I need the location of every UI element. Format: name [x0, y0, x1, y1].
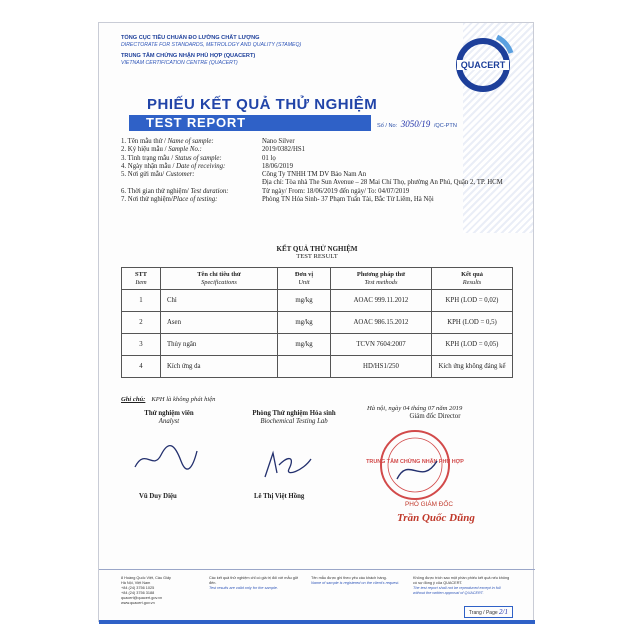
lab-block	[229, 410, 359, 426]
analyst-signature-icon	[131, 441, 201, 475]
analyst-block	[129, 410, 209, 426]
analyst-name: Vũ Duy Diệu	[139, 493, 177, 500]
cell-method: AOAC 986.15.2012	[331, 312, 432, 334]
cell-method: TCVN 7604:2007	[331, 334, 432, 356]
director-title-en: Director	[437, 413, 461, 420]
org-en-1: DIRECTORATE FOR STANDARDS, METROLOGY AND QUALITY (STAMEQ)	[121, 42, 302, 48]
info-row	[121, 163, 521, 171]
footer-email: quacert@quacert.gov.vn	[121, 596, 163, 600]
table-header-row	[122, 268, 513, 290]
condition-2-vn: Tên mẫu được ghi theo yêu cầu khách hàng.	[311, 576, 387, 580]
info-value: 18/06/2019	[262, 162, 293, 170]
analyst-title-en: Analyst	[158, 418, 180, 425]
info-value: Nano Silver	[262, 138, 295, 145]
table-row	[122, 312, 513, 334]
cell-unit	[278, 356, 331, 378]
info-row	[121, 138, 521, 146]
info-label-en: Customer:	[165, 171, 195, 179]
analyst-title: Thử nghiệm viên	[144, 410, 194, 417]
table-row	[122, 290, 513, 312]
info-label-en: Name of sample:	[167, 138, 214, 145]
footer-contact	[121, 576, 203, 606]
footer-web: www.quacert.gov.vn	[121, 601, 155, 605]
page-label: Trang / Page	[468, 610, 498, 616]
info-label: 7. Nơi thử nghiệm/	[121, 196, 173, 204]
official-stamp-icon	[366, 427, 464, 503]
lab-title-en: Biochemical Testing Lab	[260, 418, 328, 425]
info-label: 1. Tên mẫu thử /	[121, 138, 168, 145]
lab-title: Phòng Thử nghiệm Hóa sinh	[252, 410, 336, 417]
col-header-spec: Tên chỉ tiêu thử Specifications	[161, 268, 278, 290]
lab-name: Lê Thị Việt Hồng	[254, 493, 305, 500]
result-title	[99, 245, 535, 260]
cell-result: KPH (LOD = 0,5)	[432, 312, 513, 334]
col-header-method: Phương pháp thử Test methods	[331, 268, 432, 290]
report-number	[377, 119, 457, 129]
page-value: 2/1	[499, 608, 508, 616]
condition-3-vn: Không được trích sao một phần phiếu kết quả nếu không có sự đồng ý của QUACERT.	[413, 576, 510, 585]
footer-fax: +84 (24) 3756 3188	[121, 591, 155, 595]
cell-unit: mg/kg	[278, 290, 331, 312]
info-label-en: Status of sample:	[174, 154, 222, 162]
customer-address: Địa chỉ: Tòa nhà The Sun Avenue – 28 Mai Chí Thọ, phường An Phú, Quận 2, TP. HCM	[262, 179, 503, 187]
director-title: Giám đốc	[409, 413, 437, 420]
cell-result: KPH (LOD = 0,05)	[432, 334, 513, 356]
table-row	[122, 356, 513, 378]
info-label: 5. Nơi gửi mẫu/	[121, 171, 166, 179]
cell-spec: Thủy ngân	[161, 334, 278, 356]
note-label: Ghi chú:	[121, 396, 146, 403]
cell-spec: Asen	[161, 312, 278, 334]
cell-result: KPH (LOD = 0,02)	[432, 290, 513, 312]
test-duration-value: Từ ngày/ From: 18/06/2019 đến ngày/ To: 04/07/2019	[262, 187, 410, 195]
info-row	[121, 146, 521, 154]
cell-result: Kích ứng không đáng kể	[432, 356, 513, 378]
report-title-vn: PHIẾU KẾT QUẢ THỬ NGHIỆM	[147, 96, 378, 113]
condition-1-en: Test results are valid only for the sample.	[209, 586, 278, 590]
cell-item: 4	[122, 356, 161, 378]
info-row	[121, 196, 521, 204]
info-label-en: Test duration:	[190, 187, 229, 195]
info-label-en: Date of receiving:	[176, 162, 226, 170]
col-header-result: Kết quả Results	[432, 268, 513, 290]
footer-address-2: Hà Nội, Việt Nam	[121, 581, 151, 585]
col-header-item: STT Item	[122, 268, 161, 290]
place-date: Hà nội, ngày 04 tháng 07 năm 2019	[367, 405, 463, 412]
footer-tel: +84 (24) 3756 1025	[121, 586, 155, 590]
director-block	[395, 413, 475, 421]
table-row	[122, 334, 513, 356]
cell-item: 2	[122, 312, 161, 334]
report-number-suffix: /QC-PTN	[433, 123, 457, 129]
cell-item: 1	[122, 290, 161, 312]
org-vn-1: TỔNG CỤC TIÊU CHUẨN ĐO LƯỜNG CHẤT LƯỢNG	[121, 35, 260, 41]
result-title-en: TEST RESULT	[296, 253, 338, 260]
condition-1-vn: Các kết quả thử nghiệm chỉ có giá trị đối với mẫu gửi đến.	[209, 576, 299, 585]
svg-text:QUACERT: QUACERT	[460, 60, 506, 70]
col-header-unit: Đơn vị Unit	[278, 268, 331, 290]
cell-unit: mg/kg	[278, 312, 331, 334]
report-title-en: TEST REPORT	[129, 115, 371, 131]
info-value: Công Ty TNHH TM DV Bảo Nam An	[262, 171, 367, 179]
footer-band	[99, 620, 535, 624]
footer-address-1: 8 Hoàng Quốc Việt, Cầu Giấy	[121, 576, 171, 580]
info-row	[121, 188, 521, 196]
deputy-director-title: PHÓ GIÁM ĐỐC	[405, 501, 453, 508]
info-value: 01 lọ	[262, 154, 276, 162]
org-vn-2: TRUNG TÂM CHỨNG NHẬN PHÙ HỢP (QUACERT)	[121, 53, 256, 59]
cell-spec: Kích ứng da	[161, 356, 278, 378]
info-label: 4. Ngày nhận mẫu /	[121, 162, 177, 170]
result-title-vn: KẾT QUẢ THỬ NGHIỆM	[276, 245, 358, 253]
footer-condition-2	[311, 576, 403, 586]
footer-condition-1	[209, 576, 301, 591]
place-of-testing-value: Phòng TN Hóa Sinh- 37 Phạm Tuấn Tài, Bắc Từ Liêm, Hà Nội	[262, 196, 434, 204]
sample-info	[121, 138, 521, 204]
cell-method: AOAC 999.11.2012	[331, 290, 432, 312]
cell-unit: mg/kg	[278, 334, 331, 356]
info-label: 3. Tình trạng mẫu /	[121, 154, 175, 162]
info-value: 2019/0382/HS1	[262, 146, 306, 154]
results-table	[121, 267, 513, 378]
condition-2-en: Name of sample is registered on the client's request.	[311, 581, 400, 585]
info-label-en: Sample No.:	[168, 146, 202, 154]
footer-condition-3	[413, 576, 513, 596]
info-label: 2. Ký hiệu mẫu /	[121, 146, 169, 154]
report-number-value: 3050/19	[400, 119, 431, 129]
info-label-en: Place of testing:	[172, 196, 218, 204]
deputy-director-name: Trần Quốc Dũng	[397, 512, 475, 524]
info-label: 6. Thời gian thử nghiệm/	[121, 187, 191, 195]
quacert-logo-icon	[451, 31, 515, 95]
page-number	[464, 606, 513, 618]
org-en-2: VIETNAM CERTIFICATION CENTRE (QUACERT)	[121, 60, 238, 66]
cell-item: 3	[122, 334, 161, 356]
condition-3-en: The test report shall not be reproduced except in full without the written approval of QUACERT.	[413, 586, 501, 595]
note-text: KPH là không phát hiện	[151, 396, 216, 403]
cell-method: HD/HS1/250	[331, 356, 432, 378]
cell-spec: Chì	[161, 290, 278, 312]
svg-text:TRUNG TÂM CHỨNG NHẬN PHÙ HỢP: TRUNG TÂM CHỨNG NHẬN PHÙ HỢP	[366, 459, 464, 465]
test-report-document	[98, 22, 534, 622]
footer	[99, 569, 535, 624]
report-number-label: Số / No:	[377, 123, 398, 129]
note	[121, 396, 215, 403]
info-row	[121, 171, 521, 179]
info-row	[121, 155, 521, 163]
lab-signature-icon	[259, 447, 319, 483]
